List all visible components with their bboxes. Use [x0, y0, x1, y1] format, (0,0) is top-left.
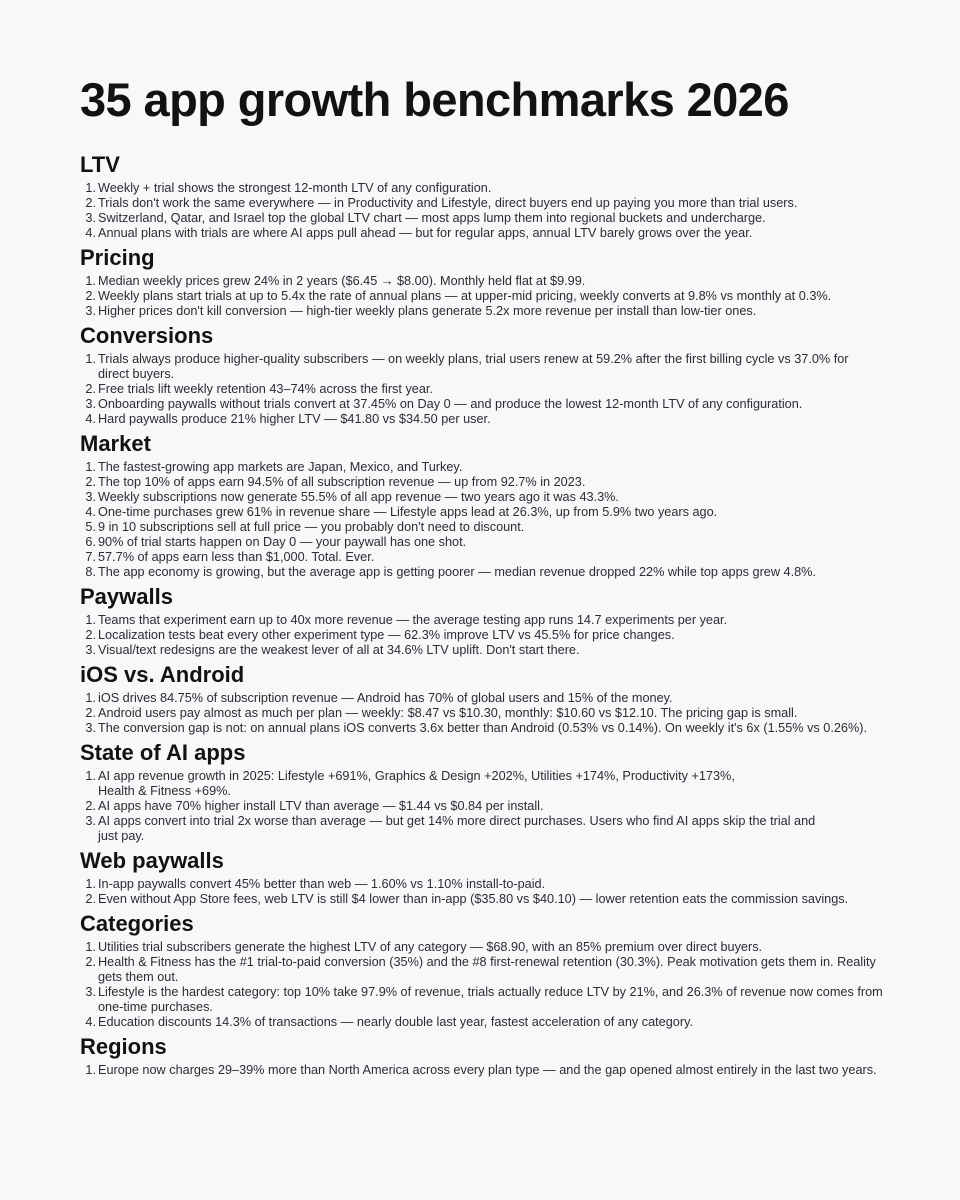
section-title: Paywalls — [80, 584, 173, 609]
item-text: Median weekly prices grew 24% in 2 years ($6.45 → $8.00). Monthly held flat at $9.99. — [98, 274, 586, 288]
item-number: 3. — [85, 397, 96, 411]
item-text: Free trials lift weekly retention 43–74% across the first year. — [98, 382, 433, 396]
list-item — [85, 985, 888, 1015]
list-item — [85, 877, 900, 892]
item-text: Onboarding paywalls without trials convert at 37.45% on Day 0 — and produce the lowest 12-month LTV of any configuration. — [98, 397, 803, 411]
list-item — [85, 289, 900, 304]
item-number: 8. — [85, 565, 96, 579]
section — [80, 1034, 900, 1078]
item-number: 2. — [85, 799, 96, 813]
benchmark-list — [80, 691, 900, 736]
item-text: The conversion gap is not: on annual plans iOS converts 3.6x better than Android (0.53% vs 0.14%). On weekly it's 6x (1.55% vs 0.26%). — [98, 721, 868, 735]
list-item — [85, 1015, 900, 1030]
benchmark-list — [80, 1063, 900, 1078]
item-number: 3. — [85, 490, 96, 504]
list-item — [85, 565, 900, 580]
section — [80, 848, 900, 907]
section-title: iOS vs. Android — [80, 662, 245, 687]
list-item — [85, 460, 900, 475]
section — [80, 323, 900, 427]
item-text: Visual/text redesigns are the weakest lever of all at 34.6% LTV uplift. Don't start there. — [98, 643, 580, 657]
item-number: 3. — [85, 211, 96, 225]
benchmark-list — [80, 877, 900, 907]
list-item — [85, 382, 900, 397]
list-item — [85, 520, 900, 535]
item-number: 2. — [85, 706, 96, 720]
benchmark-list — [80, 181, 900, 241]
item-text: The fastest-growing app markets are Japan, Mexico, and Turkey. — [98, 460, 463, 474]
section — [80, 584, 900, 658]
list-item — [85, 1063, 888, 1078]
list-item — [85, 535, 900, 550]
section-title: State of AI apps — [80, 740, 246, 765]
list-item — [85, 691, 900, 706]
list-item — [85, 397, 900, 412]
item-number: 1. — [85, 691, 96, 705]
item-text: In-app paywalls convert 45% better than web — 1.60% vs 1.10% install-to-paid. — [98, 877, 546, 891]
section — [80, 662, 900, 736]
list-item — [85, 505, 900, 520]
item-text: Android users pay almost as much per plan — weekly: $8.47 vs $10.30, monthly: $10.60 vs $12.10. The pricing gap is small. — [98, 706, 798, 720]
item-number: 1. — [85, 460, 96, 474]
list-item — [85, 412, 900, 427]
item-text: Education discounts 14.3% of transactions — nearly double last year, fastest acceleration of any category. — [98, 1015, 694, 1029]
section-title: Categories — [80, 911, 194, 936]
item-text: AI app revenue growth in 2025: Lifestyle +691%, Graphics & Design +202%, Utilities +174%, Productivity +173%, Health & Fitness +69%. — [98, 769, 735, 798]
benchmark-list — [80, 460, 900, 580]
item-number: 3. — [85, 721, 96, 735]
item-text: Hard paywalls produce 21% higher LTV — $41.80 vs $34.50 per user. — [98, 412, 491, 426]
section-title: LTV — [80, 152, 120, 177]
section-title: Conversions — [80, 323, 214, 348]
item-text: Localization tests beat every other experiment type — 62.3% improve LTV vs 45.5% for price changes. — [98, 628, 675, 642]
item-number: 2. — [85, 382, 96, 396]
item-number: 1. — [85, 352, 96, 366]
item-number: 1. — [85, 274, 96, 288]
item-text: Weekly subscriptions now generate 55.5% of all app revenue — two years ago it was 43.3%. — [98, 490, 619, 504]
list-item — [85, 304, 900, 319]
list-item — [85, 706, 900, 721]
section-title: Market — [80, 431, 151, 456]
section — [80, 740, 900, 844]
item-text: Health & Fitness has the #1 trial-to-paid conversion (35%) and the #8 first-renewal retention (30.3%). Peak motivation gets them in. Reality gets them out. — [98, 955, 876, 984]
item-number: 4. — [85, 226, 96, 240]
list-item — [85, 196, 900, 211]
list-item — [85, 643, 900, 658]
benchmark-list — [80, 613, 900, 658]
list-item — [85, 226, 900, 241]
item-number: 4. — [85, 412, 96, 426]
list-item — [85, 211, 900, 226]
item-number: 5. — [85, 520, 96, 534]
item-text: 9 in 10 subscriptions sell at full price — you probably don't need to discount. — [98, 520, 525, 534]
item-number: 2. — [85, 892, 96, 906]
item-text: iOS drives 84.75% of subscription revenue — Android has 70% of global users and 15% of the money. — [98, 691, 673, 705]
list-item — [85, 352, 878, 382]
list-item — [85, 181, 900, 196]
sections-container — [80, 152, 900, 1078]
section — [80, 911, 900, 1030]
item-number: 3. — [85, 304, 96, 318]
item-text: Switzerland, Qatar, and Israel top the global LTV chart — most apps lump them into regional buckets and undercharge. — [98, 211, 766, 225]
item-number: 2. — [85, 955, 96, 969]
item-number: 1. — [85, 940, 96, 954]
section — [80, 152, 900, 241]
section — [80, 431, 900, 580]
item-number: 1. — [85, 877, 96, 891]
list-item — [85, 940, 900, 955]
section-title: Web paywalls — [80, 848, 224, 873]
item-number: 1. — [85, 181, 96, 195]
item-text: Weekly plans start trials at up to 5.4x the rate of annual plans — at upper-mid pricing, weekly converts at 9.8% vs monthly at 0.3%. — [98, 289, 832, 303]
list-item — [85, 799, 900, 814]
item-text: 57.7% of apps earn less than $1,000. Total. Ever. — [98, 550, 375, 564]
item-text: Teams that experiment earn up to 40x more revenue — the average testing app runs 14.7 experiments per year. — [98, 613, 728, 627]
page-title: 35 app growth benchmarks 2026 — [80, 73, 789, 126]
item-number: 2. — [85, 196, 96, 210]
list-item — [85, 628, 900, 643]
list-item — [85, 490, 900, 505]
list-item — [85, 814, 838, 844]
section — [80, 245, 900, 319]
item-number: 7. — [85, 550, 96, 564]
item-number: 4. — [85, 505, 96, 519]
list-item — [85, 274, 900, 289]
item-text: AI apps have 70% higher install LTV than average — $1.44 vs $0.84 per install. — [98, 799, 544, 813]
benchmark-list — [80, 940, 900, 1030]
list-item — [85, 892, 900, 907]
list-item — [85, 955, 888, 985]
item-text: Higher prices don't kill conversion — high-tier weekly plans generate 5.2x more revenue per install than low-tier ones. — [98, 304, 757, 318]
item-number: 3. — [85, 985, 96, 999]
section-title: Regions — [80, 1034, 167, 1059]
item-number: 1. — [85, 1063, 96, 1077]
item-number: 4. — [85, 1015, 96, 1029]
item-text: Trials always produce higher-quality subscribers — on weekly plans, trial users renew at 59.2% after the first billing cycle vs 37.0% for direct buyers. — [98, 352, 849, 381]
benchmark-list — [80, 769, 900, 844]
list-item — [85, 550, 900, 565]
item-number: 2. — [85, 475, 96, 489]
item-text: Even without App Store fees, web LTV is still $4 lower than in-app ($35.80 vs $40.10) — lower retention eats the commission savings. — [98, 892, 849, 906]
item-number: 1. — [85, 769, 96, 783]
item-text: One-time purchases grew 61% in revenue share — Lifestyle apps lead at 26.3%, up from 5.9% two years ago. — [98, 505, 718, 519]
benchmark-list — [80, 352, 900, 427]
item-number: 2. — [85, 289, 96, 303]
item-text: AI apps convert into trial 2x worse than average — but get 14% more direct purchases. Users who find AI apps skip the trial and just pay. — [98, 814, 816, 843]
benchmark-list — [80, 274, 900, 319]
list-item — [85, 721, 900, 736]
list-item — [85, 613, 900, 628]
item-text: Utilities trial subscribers generate the highest LTV of any category — $68.90, with an 85% premium over direct buyers. — [98, 940, 763, 954]
item-text: Annual plans with trials are where AI apps pull ahead — but for regular apps, annual LTV barely grows over the year. — [98, 226, 753, 240]
item-number: 3. — [85, 643, 96, 657]
item-number: 6. — [85, 535, 96, 549]
list-item — [85, 475, 900, 490]
item-text: Europe now charges 29–39% more than North America across every plan type — and the gap opened almost entirely in the last two years. — [98, 1063, 877, 1077]
item-text: Lifestyle is the hardest category: top 10% take 97.9% of revenue, trials actually reduce LTV by 21%, and 26.3% of revenue now comes from one-time purchases. — [98, 985, 883, 1014]
item-text: The app economy is growing, but the average app is getting poorer — median revenue dropped 22% while top apps grew 4.8%. — [98, 565, 816, 579]
item-text: Weekly + trial shows the strongest 12-month LTV of any configuration. — [98, 181, 492, 195]
item-text: 90% of trial starts happen on Day 0 — your paywall has one shot. — [98, 535, 467, 549]
section-title: Pricing — [80, 245, 155, 270]
item-number: 1. — [85, 613, 96, 627]
item-text: The top 10% of apps earn 94.5% of all subscription revenue — up from 92.7% in 2023. — [98, 475, 586, 489]
item-number: 3. — [85, 814, 96, 828]
item-number: 2. — [85, 628, 96, 642]
list-item — [85, 769, 768, 799]
item-text: Trials don't work the same everywhere — in Productivity and Lifestyle, direct buyers end up paying you more than trial users. — [98, 196, 798, 210]
